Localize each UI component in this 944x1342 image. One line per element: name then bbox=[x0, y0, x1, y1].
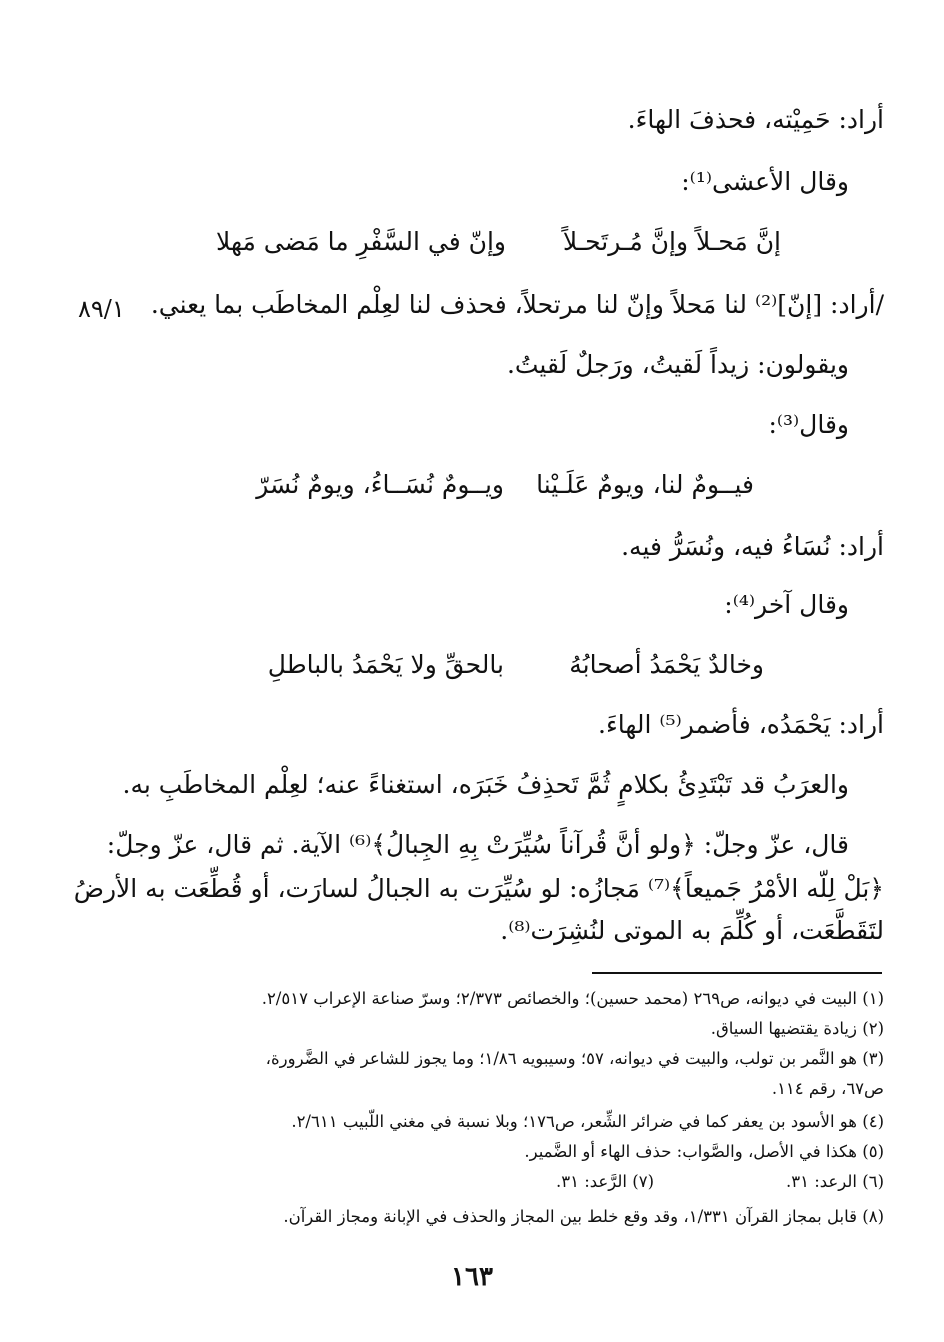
verse-1-first-hemistich: إنَّ مَحـلاً وإنَّ مُـرتَحـلاً bbox=[562, 227, 781, 256]
body-line-5: وقال⁽³⁾: bbox=[768, 410, 849, 439]
body-line-12: لتَقَطَّعَت، أو كُلِّمَ به الموتى لنُشِرَت⁽⁸⁾. bbox=[500, 916, 884, 945]
body-line-3: /أراد: [إنّ]⁽²⁾ لنا مَحلاً وإنّ لنا مرتحلاً، فحذف لنا لعِلْم المخاطَب بما يعني. bbox=[150, 290, 884, 319]
verse-1-second-hemistich: وإنّ في السَّفْرِ ما مَضى مَهلا bbox=[216, 227, 506, 256]
footnote-3: (٣) هو النَّمر بن تولب، والبيت في ديوانه، ٥٧؛ وسيبويه ١/٨٦؛ وما يجوز للشاعر في الضَّرورة، bbox=[265, 1049, 884, 1068]
footnote-5: (٥) هكذا في الأصل، والصَّواب: حذف الهاء أو الضَّمير. bbox=[524, 1142, 884, 1161]
body-line-8: أراد: يَحْمَدُه، فأضمر⁽⁵⁾ الهاءَ. bbox=[598, 710, 884, 739]
footnote-4: (٤) هو الأسود بن يعفر كما في ضرائر الشِّعر، ص١٧٦؛ وبلا نسبة في مغني اللّبيب ٢/٦١١. bbox=[291, 1112, 884, 1131]
body-line-11: ﴿بَلْ لِلّه الأمْرُ جَميعاً﴾⁽⁷⁾ مَجازُه: لو سُيِّرَت به الجبالُ لسارَت، أو قُطِّعَت به الأرضُ bbox=[73, 874, 884, 903]
body-line-6: أراد: نُسَاءُ فيه، ونُسَرُّ فيه. bbox=[621, 532, 884, 561]
body-line-1: أراد: حَمِيْته، فحذفَ الهاءَ. bbox=[627, 105, 884, 134]
body-line-7: وقال آخر⁽⁴⁾: bbox=[724, 590, 849, 619]
body-line-4: ويقولون: زيداً لَقيتُ، ورَجلٌ لَقيتُ. bbox=[506, 350, 849, 379]
verse-3-second-hemistich: بالحقِّ ولا يَحْمَدُ بالباطلِ bbox=[267, 650, 504, 679]
margin-page-reference: ٨٩/١ bbox=[78, 295, 125, 323]
footnote-7: (٧) الرَّعد: ٣١. bbox=[555, 1172, 654, 1191]
verse-2-first-hemistich: فيــومٌ لنا، ويومٌ عَلَـيْنا bbox=[536, 470, 754, 499]
body-line-9: والعرَبُ قد تَبْتَدِئُ بكلامٍ ثُمَّ تَحذِفُ خَبَرَه، استغناءً عنه؛ لعِلْم المخاطَبِ به. bbox=[122, 770, 849, 799]
footnote-1: (١) البيت في ديوانه، ص٢٦٩ (محمد حسين)؛ والخصائص ٢/٣٧٣؛ وسرّ صناعة الإعراب ٢/٥١٧. bbox=[261, 989, 884, 1008]
body-line-10: قال، عزّ وجلّ: ﴿ولو أنَّ قُرآناً سُيِّرَتْ بِهِ الجِبالُ﴾⁽⁶⁾ الآية. ثم قال، عزّ وجلّ: bbox=[106, 830, 849, 859]
page-number: ١٦٣ bbox=[451, 1262, 493, 1292]
verse-2-second-hemistich: ويــومٌ نُسَــاءُ، ويومٌ نُسَرّ bbox=[256, 470, 504, 499]
footnote-2: (٢) زيادة يقتضيها السياق. bbox=[710, 1019, 884, 1038]
body-line-2: وقال الأعشى⁽¹⁾: bbox=[681, 167, 849, 196]
footnote-6: (٦) الرعد: ٣١. bbox=[785, 1172, 884, 1191]
footnote-8: (٨) قابل بمجاز القرآن ١/٣٣١، وقد وقع خلط بين المجاز والحذف في الإبانة ومجاز القرآن. bbox=[283, 1207, 884, 1226]
footnote-3-continued: ص٦٧، رقم ١١٤. bbox=[771, 1079, 884, 1098]
verse-3-first-hemistich: وخالدٌ يَحْمَدُ أصحابُهُ bbox=[569, 650, 764, 679]
footnote-separator bbox=[592, 972, 882, 974]
